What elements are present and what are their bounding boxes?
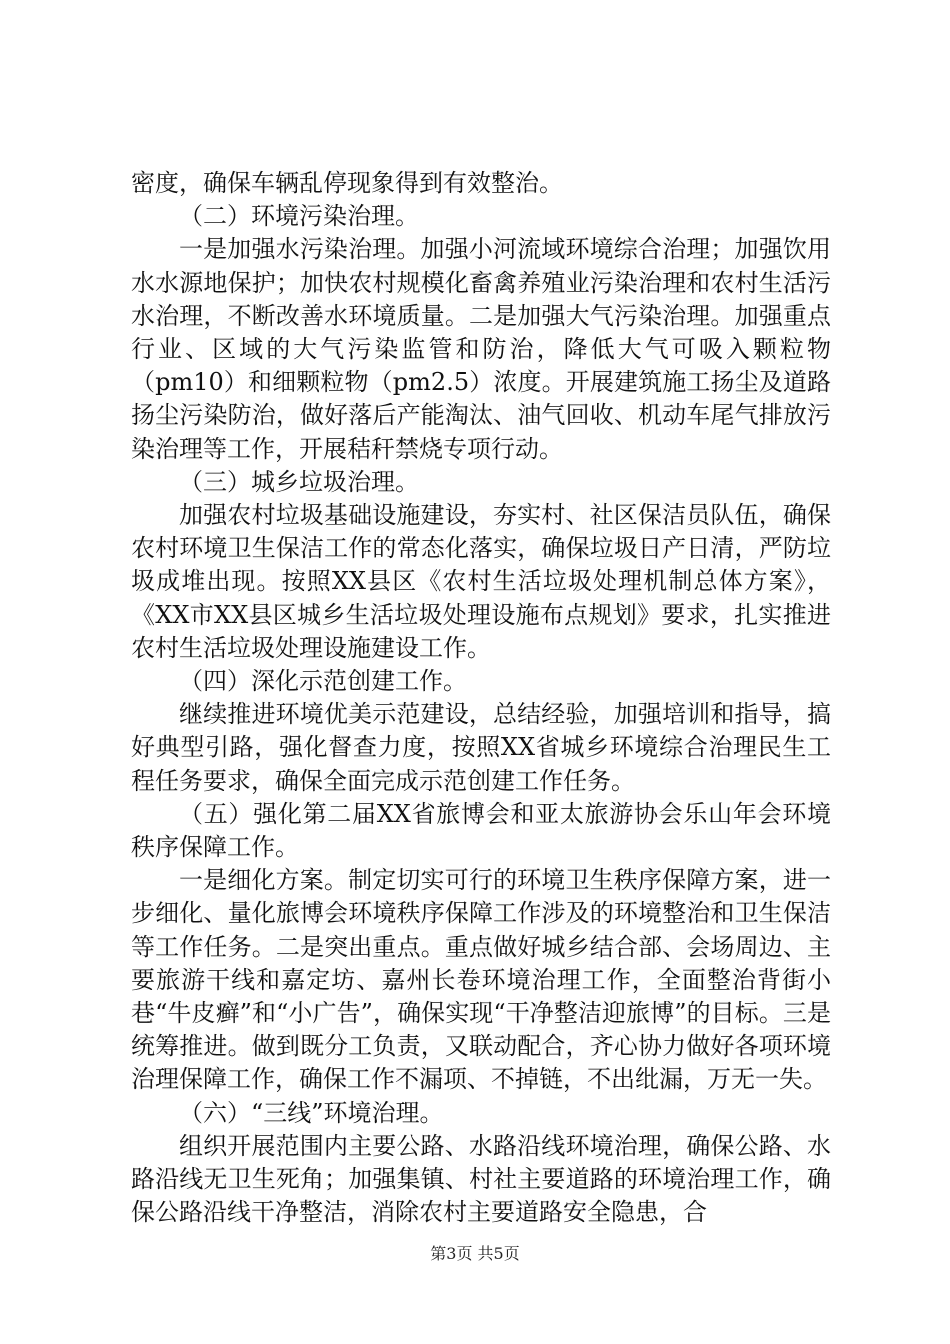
document-body (131, 167, 831, 1230)
paragraph: 密度，确保车辆乱停现象得到有效整治。 (131, 169, 563, 197)
paragraph: 组织开展范围内主要公路、水路沿线环境治理，确保公路、水路沿线无卫生死角；加强集镇、村社主要道路的环境治理工作，确保公路沿线干净整洁，消除农村主要道路安全隐患，合 (131, 1131, 831, 1227)
paragraph: （三）城乡垃圾治理。 (179, 467, 419, 496)
paragraph: 一是加强水污染治理。加强小河流域环境综合治理；加强饮用水水源地保护；加快农村规模化畜禽养殖业污染治理和农村生活污水治理，不断改善水环境质量。二是加强大气污染治理。加强重点行业、区域的大气污染监管和防治，降低大气可吸入颗粒物（pm10）和细颗粒物（pm2.5）浓度。开展建筑施工扬尘及道路扬尘污染防治，做好落后产能淘汰、油气回收、机动车尾气排放污染治理等工作，开展秸秆禁烧专项行动。 (131, 235, 831, 463)
paragraph: 一是细化方案。制定切实可行的环境卫生秩序保障方案，进一步细化、量化旅博会环境秩序保障工作涉及的环境整治和卫生保洁等工作任务。二是突出重点。重点做好城乡结合部、会场周边、主要旅游干线和嘉定坊、嘉州长卷环境治理工作，全面整治背街小巷“牛皮癣”和“小广告”，确保实现“干净整洁迎旅博”的目标。三是统筹推进。做到既分工负责，又联动配合，齐心协力做好各项环境治理保障工作，确保工作不漏项、不掉链，不出纰漏，万无一失。 (131, 866, 831, 1094)
paragraph: （六）“三线”环境治理。 (179, 1098, 444, 1127)
paragraph: 继续推进环境优美示范建设，总结经验，加强培训和指导，搞好典型引路，强化督查力度，按照XX省城乡环境综合治理民生工程任务要求，确保全面完成示范创建工作任务。 (131, 700, 831, 795)
paragraph: （四）深化示范创建工作。 (179, 667, 467, 696)
paragraph: 加强农村垃圾基础设施建设，夯实村、社区保洁员队伍，确保农村环境卫生保洁工作的常态化落实，确保垃圾日产日清，严防垃圾成堆出现。按照XX县区《农村生活垃圾处理机制总体方案》，《XX市XX县区城乡生活垃圾处理设施布点规划》要求，扎实推进农村生活垃圾处理设施建设工作。 (131, 501, 831, 662)
paragraph: （二）环境污染治理。 (179, 202, 419, 231)
paragraph: （五）强化第二届XX省旅博会和亚太旅游协会乐山年会环境秩序保障工作。 (131, 799, 831, 862)
page-footer: 第3页 共5页 (430, 1244, 520, 1263)
